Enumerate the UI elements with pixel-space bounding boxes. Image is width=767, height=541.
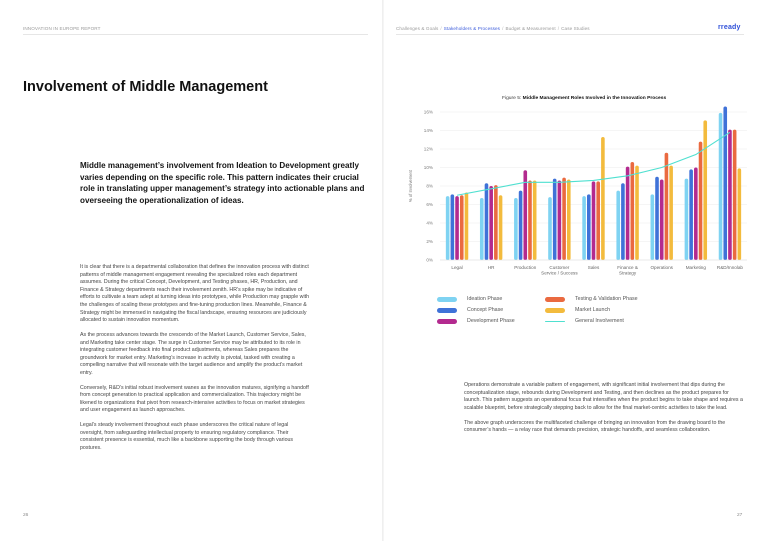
nav-link[interactable]: Case Studies bbox=[561, 26, 590, 31]
bar bbox=[460, 195, 464, 260]
bar bbox=[533, 180, 537, 260]
bar bbox=[651, 194, 655, 260]
legend-item bbox=[545, 307, 610, 313]
figure-label: Figure 5: bbox=[502, 96, 522, 101]
left-body-text bbox=[80, 264, 309, 460]
page-title: Involvement of Middle Management bbox=[23, 79, 268, 95]
figure-title: Middle Management Roles Involved in the Innovation Process bbox=[522, 96, 667, 101]
legend-swatch bbox=[545, 308, 565, 313]
legend-item bbox=[545, 296, 638, 302]
legend-item bbox=[437, 296, 502, 302]
bar bbox=[669, 166, 673, 260]
y-tick-label: 12% bbox=[423, 146, 433, 152]
chart-svg bbox=[395, 100, 755, 290]
y-tick-label: 16% bbox=[423, 109, 433, 115]
bar bbox=[601, 137, 605, 260]
bar bbox=[635, 166, 639, 260]
x-tick-label: HR bbox=[487, 265, 495, 270]
legend-item bbox=[545, 318, 624, 324]
bar bbox=[699, 142, 703, 260]
bar bbox=[655, 177, 659, 260]
bar bbox=[719, 113, 723, 260]
bar bbox=[485, 183, 489, 260]
body-paragraph: Conversely, R&D’s initial robust involvement wanes as the innovation matures, signifying a handoff from concept generation to practical application and commercialization. This trajectory might be likened to organizations that pivot from research-intensive activities to focus on market strategies and user engagement as launch approaches. bbox=[80, 384, 309, 414]
legend-swatch bbox=[437, 319, 457, 324]
nav-link[interactable]: Challenges & Goals bbox=[396, 26, 439, 31]
legend-swatch bbox=[545, 297, 565, 302]
lead-paragraph: Middle management’s involvement from Ideation to Development greatly varies depending on the specific role. This pattern indicates their crucial role in translating upper management’s strategy into actionable plans and overseeing the operationalization of ideas. bbox=[80, 161, 365, 205]
header-rule-left bbox=[23, 34, 368, 35]
body-paragraph: The above graph underscores the multifaceted challenge of bringing an innovation from the drawing board to the consumer’s hands — a relay race that demands precision, strategic handoffs, and seamless collaboration. bbox=[464, 419, 726, 434]
x-tick-label: Sales bbox=[587, 265, 600, 270]
y-tick-label: 10% bbox=[423, 165, 433, 171]
nav-link[interactable]: Stakeholders & Processes bbox=[443, 26, 501, 31]
bar bbox=[558, 180, 562, 260]
section-nav bbox=[396, 26, 590, 31]
bar bbox=[567, 180, 571, 260]
bar bbox=[480, 198, 484, 260]
body-paragraph: Legal’s steady involvement throughout each phase underscores the critical nature of legal oversight, from safeguarding intellectual property to ensuring regulatory compliance. Their consistent presence is essential, much like a backbone supporting the body through various postures. bbox=[80, 422, 294, 452]
y-tick-label: 8% bbox=[426, 183, 433, 189]
legend-swatch bbox=[437, 308, 457, 313]
bar bbox=[728, 130, 732, 260]
involvement-chart bbox=[395, 100, 755, 290]
bar bbox=[548, 197, 552, 260]
x-tick-label: Legal bbox=[451, 265, 463, 270]
bar bbox=[689, 169, 693, 260]
bar bbox=[685, 179, 689, 260]
bar bbox=[738, 168, 742, 260]
bar bbox=[723, 106, 727, 260]
y-tick-label: 0% bbox=[426, 257, 433, 263]
bar bbox=[665, 153, 669, 260]
legend-item bbox=[437, 318, 515, 324]
x-tick-label: Finance & bbox=[617, 265, 638, 270]
rready-logo: rready bbox=[718, 24, 741, 31]
x-tick-label: Operations bbox=[650, 265, 673, 270]
bar bbox=[519, 191, 523, 260]
bar bbox=[446, 196, 450, 260]
body-paragraph: It is clear that there is a departmental collaboration that defines the innovation process with distinct patterns of middle management engagement revealing the specialized roles each department assumes. During the critical Concept, Development, and Testing phases, HR, Production, and Finance & Strategy departments reach their involvement zenith. HR’s spike may be indicative of efforts to cultivate a team adept at turning ideas into prototypes, while Production may grapple with the challenges of scaling these prototypes and fine-tuning production lines. Meanwhile, Finance & Strategy might be immersed in navigating the fiscal landscape, ensuring resources are judiciously allocated to sustain innovation momentum. bbox=[80, 264, 309, 324]
x-tick-label: Marketing bbox=[685, 265, 706, 270]
nav-separator: / bbox=[440, 26, 442, 31]
bar bbox=[631, 162, 635, 260]
legend-label: Development Phase bbox=[467, 318, 515, 325]
bar bbox=[626, 167, 630, 260]
legend-label: Ideation Phase bbox=[467, 296, 503, 302]
y-tick-label: 4% bbox=[426, 220, 433, 226]
body-paragraph: Operations demonstrate a variable pattern of engagement, with significant initial involvement that dips during the conceptualization stage, rebounds during Development and Testing, and then declines as the product prepares for launch. This pattern suggests an operational focus that intensifies when the product begins to take shape and requires a scalable blueprint, before strategically stepping back to allow for the final market-centric activities to take the lead. bbox=[464, 382, 743, 411]
bar bbox=[465, 192, 469, 260]
bar bbox=[694, 168, 698, 261]
legend-label: Concept Phase bbox=[467, 307, 504, 314]
header-rule-right bbox=[396, 34, 744, 35]
legend-item bbox=[437, 307, 503, 313]
legend-label: Testing & Validation Phase bbox=[575, 296, 638, 302]
bar bbox=[499, 195, 503, 260]
bar bbox=[455, 196, 459, 260]
x-tick-label: Customer bbox=[549, 265, 570, 270]
legend-swatch bbox=[545, 321, 565, 323]
x-tick-label: Production bbox=[514, 265, 537, 270]
bar bbox=[733, 130, 737, 260]
bar bbox=[523, 170, 527, 260]
nav-separator: / bbox=[502, 26, 504, 31]
bar bbox=[553, 179, 557, 260]
bar bbox=[621, 183, 625, 260]
bar bbox=[592, 181, 596, 260]
bar bbox=[660, 180, 664, 260]
legend-swatch bbox=[437, 297, 457, 302]
bar bbox=[528, 180, 532, 260]
bar bbox=[616, 191, 620, 260]
page-number-right: 27 bbox=[737, 513, 743, 518]
nav-link[interactable]: Budget & Measurement bbox=[505, 26, 556, 31]
y-tick-label: 14% bbox=[423, 128, 433, 134]
bar bbox=[582, 196, 586, 260]
bar bbox=[562, 178, 566, 260]
bar bbox=[596, 181, 600, 260]
report-title: INNOVATION IN EUROPE REPORT bbox=[23, 26, 101, 31]
bar bbox=[703, 120, 707, 260]
x-tick-label: Service / Success bbox=[541, 270, 578, 276]
nav-separator: / bbox=[557, 26, 560, 31]
bar bbox=[451, 194, 455, 260]
x-tick-label: Strategy bbox=[619, 270, 637, 276]
page-gutter bbox=[382, 0, 384, 541]
y-tick-label: 2% bbox=[426, 239, 433, 245]
y-tick-label: 6% bbox=[426, 202, 433, 208]
x-tick-label: R&D/Innolab bbox=[716, 265, 743, 270]
body-paragraph: As the process advances towards the crescendo of the Market Launch, Customer Service, Sales, and Marketing take center stage. The surge in Customer Service may be attributed to its role in integrating customer feedback into final product adjustments, whereas Sales prepares the groundwork for market entry. Marketing’s increase in activity is pivotal, tasked with creating a compelling narrative that will resonate with the target audience and amplify the product’s market entry. bbox=[80, 331, 306, 376]
bar bbox=[587, 194, 591, 260]
y-axis-label: % of Involvement bbox=[408, 169, 413, 203]
legend-label: Market Launch bbox=[575, 307, 611, 314]
bar bbox=[494, 185, 498, 260]
bar bbox=[514, 198, 518, 260]
page-number-left: 26 bbox=[23, 513, 29, 518]
bar bbox=[489, 186, 493, 260]
right-body-text bbox=[464, 382, 744, 442]
legend-label: General Involvement bbox=[575, 318, 624, 325]
